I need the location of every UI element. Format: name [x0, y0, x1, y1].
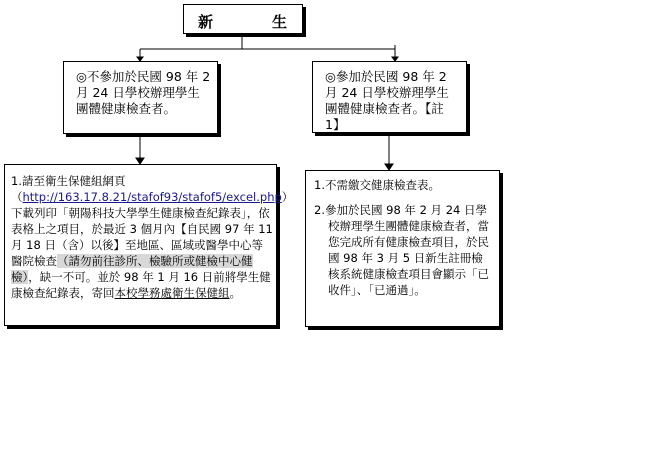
not-participating-text: ◎不參加於民國 98 年 2 月 24 日學校辦理學生團體健康檢查者。 [76, 69, 211, 116]
url-close-paren: ） [281, 190, 294, 204]
participating-text: ◎參加於民國 98 年 2 月 24 日學校辦理學生團體健康檢查者。【註 1】 [325, 69, 449, 132]
new-student-char-1: 新 [198, 13, 214, 31]
new-student-box [183, 4, 303, 34]
instruction-text-underlined: 本校學務處衛生保健組 [114, 286, 230, 300]
new-student-char-2: 生 [272, 13, 288, 31]
instruction-text-end: 。 [229, 286, 241, 300]
self-exam-instructions-box [4, 164, 294, 326]
instruction-text-a: 下載列印「朝陽科技大學學生健康檢查紀錄表」，依表格上之項目，於最近 3 個月內【自民國 97 年 11 月 18 日（含）以後】至地區、區域或醫學中心等醫院檢查 [11, 206, 273, 268]
no-submission-item-1: 1.不需繳交健康檢查表。 [314, 178, 440, 192]
instruction-text-shaded: （請勿前往診所、檢驗所或健檢中心健檢） [11, 254, 253, 284]
not-participating-box [63, 61, 218, 134]
no-submission-box [305, 170, 500, 327]
instruction-body [11, 205, 273, 301]
instruction-line-1: 1.請至衛生保健組網頁 [11, 174, 126, 188]
instruction-text-b: ，缺一不可。並於 98 年 1 月 16 日前將學生健康檢查紀錄表，寄回 [11, 270, 271, 300]
url-line [11, 189, 294, 205]
participating-box [312, 61, 467, 133]
health-form-link[interactable]: http://163.17.8.21/stafof93/stafof5/excel.php [22, 190, 282, 204]
url-open-paren: （ [11, 190, 23, 204]
no-submission-item-2: 2.參加於民國 98 年 2 月 24 日學校辦理學生團體健康檢查者，當您完成所有健康檢查項目，於民國 98 年 3 月 5 日新生註冊檢核系統健康檢查項目會顯示「已收件」、「已通過」。 [314, 203, 489, 297]
